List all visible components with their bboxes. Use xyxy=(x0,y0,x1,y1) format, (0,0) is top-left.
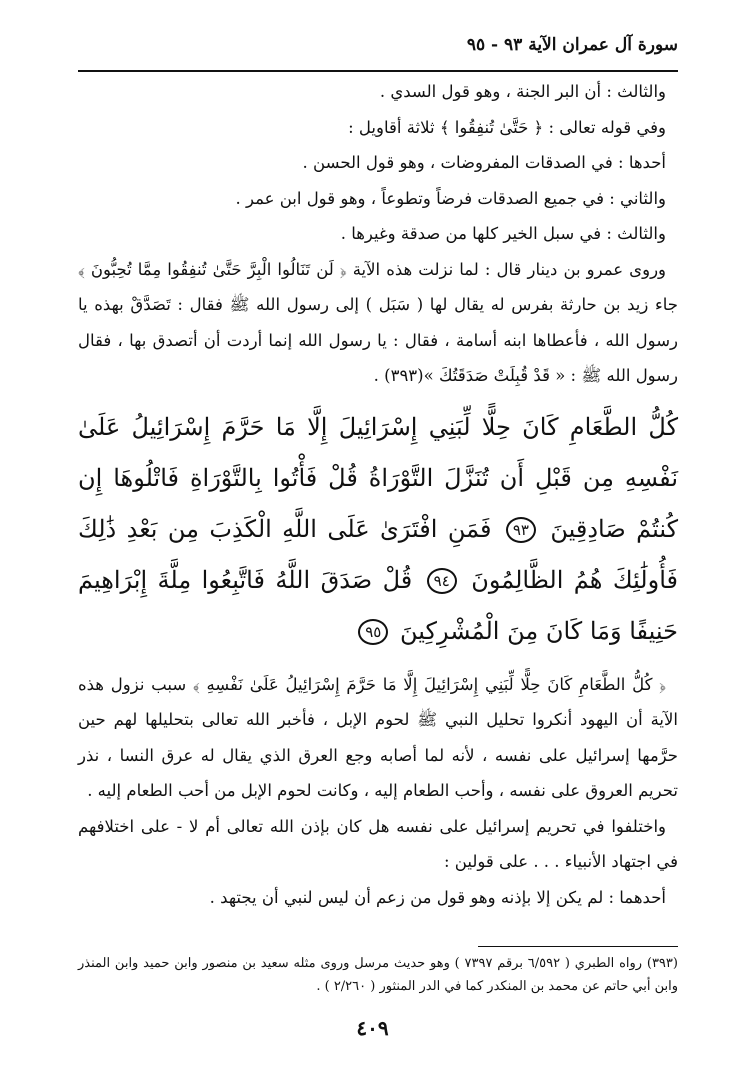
paragraph-verse-intro: وفي قوله تعالى : ﴿ حَتَّىٰ تُنفِقُوا ﴾ ثلاثة أقاويل : xyxy=(348,117,666,137)
footnote-393: (٣٩٣) رواه الطبري ( ٦/٥٩٢ برقم ٧٣٩٧ ) وهو حديث مرسل وروى مثله سعيد بن منصور وابن حميد وابن المنذر وابن أبي حاتم عن محمد بن المنكدر كما في الدر المنثور ( ٢/٢٦٠ ) . xyxy=(78,956,678,994)
verse-number-95: ٩٥ xyxy=(358,619,388,645)
verse-94: فَمَنِ افْتَرَىٰ عَلَى اللَّهِ الْكَذِبَ مِن بَعْدِ ذَٰلِكَ فَأُولَٰئِكَ هُمُ الظَّالِمُونَ xyxy=(78,514,678,594)
paragraph-third-opinion: والثالث : أن البر الجنة ، وهو قول السدي . xyxy=(379,82,666,101)
running-header: سورة آل عمران الآية ٩٣ - ٩٥ xyxy=(466,35,678,55)
quran-verses xyxy=(78,402,678,657)
header-rule xyxy=(78,70,678,72)
verse-number-93: ٩٣ xyxy=(506,517,536,543)
paragraph-narration: وروى عمرو بن دينار قال : لما نزلت هذه الآية ﴿ لَن تَنَالُوا الْبِرَّ حَتَّىٰ تُنفِقُوا مِمَّا تُحِبُّونَ ﴾ جاء زيد بن حارثة بفرس له يقال لها ( سَبَل ) إلى رسول الله ﷺ فقال : تَصَدَّقْ بهذه يا رسول الله ، فأعطاها ابنه أسامة ، فقال : يا رسول الله إنما أردت أن أتصدق بها ، فقال رسول الله ﷺ : « قَدْ قُبِلَتْ صَدَقَتُكَ »(٣٩٣) . xyxy=(78,259,678,385)
verse-95: قُلْ صَدَقَ اللَّهُ فَاتَّبِعُوا مِلَّةَ إِبْرَاهِيمَ حَنِيفًا وَمَا كَانَ مِنَ الْمُشْرِكِينَ xyxy=(78,565,678,645)
paragraph-commentary-reason: ﴿ كُلُّ الطَّعَامِ كَانَ حِلًّا لِّبَنِي إِسْرَائِيلَ إِلَّا مَا حَرَّمَ إِسْرَائِيلُ عَلَىٰ نَفْسِهِ ﴾ سبب نزول هذه الآية أن اليهود أنكروا تحليل النبي ﷺ لحوم الإبل ، فأخبر الله تعالى بتحليلها لهم حين حرَّمها إسرائيل على نفسه ، لأنه لما أصابه وجع العرق الذي يقال له عرق النسا ، نذر تحريم العروق على نفسه ، وأحب الطعام إليه ، وكانت لحوم الإبل من أحب الطعام إليه . xyxy=(78,674,678,800)
verse-number-94: ٩٤ xyxy=(427,568,457,594)
paragraph-commentary-first-view: أحدهما : لم يكن إلا بإذنه وهو قول من زعم أن ليس لنبي أن يجتهد . xyxy=(209,887,666,907)
paragraph-second: والثاني : في جميع الصدقات فرضاً وتطوعاً ، وهو قول ابن عمر . xyxy=(235,188,666,208)
verse-93: كُلُّ الطَّعَامِ كَانَ حِلًّا لِّبَنِي إِسْرَائِيلَ إِلَّا مَا حَرَّمَ إِسْرَائِيلُ عَلَىٰ نَفْسِهِ مِن قَبْلِ أَن تُنَزَّلَ التَّوْرَاةُ قُلْ فَأْتُوا بِالتَّوْرَاةِ فَاتْلُوهَا إِن كُنتُمْ صَادِقِينَ xyxy=(78,412,678,543)
footnote-rule xyxy=(478,946,678,947)
page-number: ٤٠٩ xyxy=(356,1016,389,1040)
paragraph-first: أحدها : في الصدقات المفروضات ، وهو قول الحسن . xyxy=(302,153,666,172)
main-text xyxy=(78,74,678,915)
paragraph-third: والثالث : في سبل الخير كلها من صدقة وغيرها . xyxy=(340,224,666,243)
paragraph-commentary-disagreement: واختلفوا في تحريم إسرائيل على نفسه هل كان بإذن الله تعالى أم لا - على اختلافهم في اجتهاد الأنبياء . . . على قولين : xyxy=(78,816,678,871)
